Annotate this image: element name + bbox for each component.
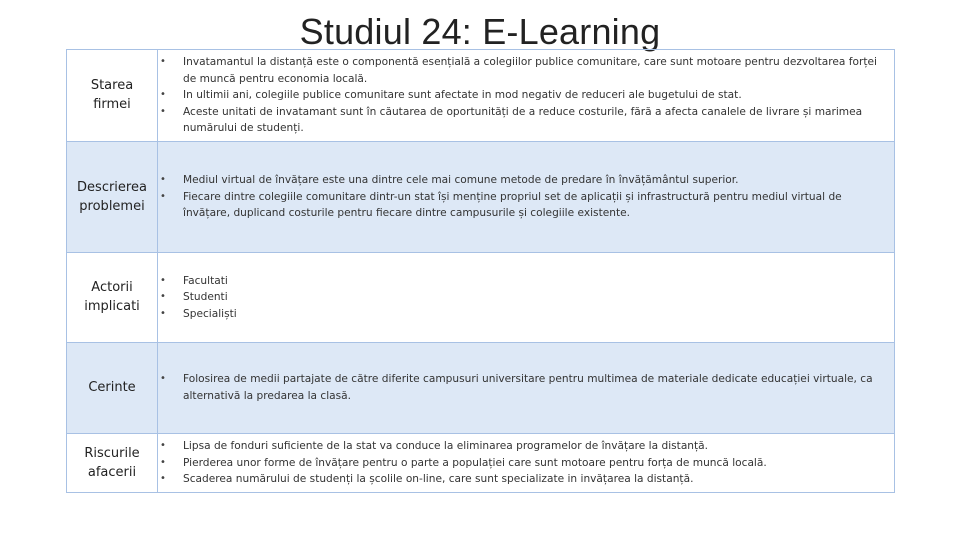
row-riscurile-afacerii [67,433,895,492]
bullet-item: • Aceste unitati de invatamant sunt în căutarea de oportunități de a reduce costurile, fără a afecta canalele de livrare și marimea numărului de studenți. [158,104,890,137]
row-label-line: implicati [84,299,140,315]
bullet-item: • Fiecare dintre colegiile comunitare dintr-un stat își menține propriul set de aplicații și infrastructură pentru mediul virtual de învățare, duplicand costurile pentru fiecare dintre campusurile și colegiile existente. [158,189,890,222]
row-content [158,342,895,433]
row-cerinte [67,342,895,433]
bullet-list [158,269,894,327]
row-label-line: Cerinte [88,380,136,396]
bullet-list [158,50,894,141]
row-label-line: Riscurile [84,445,140,461]
row-label [67,141,158,252]
bullet-list [158,434,894,492]
bullet-list [158,168,894,226]
row-label-line: problemei [79,198,145,214]
row-content [158,252,895,342]
row-starea-firmei [67,50,895,142]
bullet-item: • Studenti [158,289,890,306]
row-label-line: Actorii [91,280,133,296]
row-label [67,433,158,492]
bullet-item: • Pierderea unor forme de învățare pentru o parte a populației care sunt motoare pentru forța de muncă locală. [158,455,890,472]
row-label-line: Starea [90,78,134,94]
bullet-item: • Lipsa de fonduri suficiente de la stat va conduce la eliminarea programelor de învățare la distanță. [158,438,890,455]
row-label-line: afacerii [87,464,137,480]
bullet-item: • Specialiști [158,306,890,323]
row-label [67,342,158,433]
row-label-line: firmei [93,97,131,113]
row-label [67,50,158,142]
row-descrierea-problemei [67,141,895,252]
bullet-item: • In ultimii ani, colegiile publice comunitare sunt afectate in mod negativ de reduceri ale bugetului de stat. [158,87,890,104]
page-title: Studiul 24: E-Learning [299,11,661,52]
bullet-list [158,367,894,408]
bullet-item: • Scaderea numărului de studenți la școlile on-line, care sunt specializate in invățarea la distanță. [158,471,890,488]
bullet-item: • Invatamantul la distanță este o componentă esențială a colegiilor publice comunitare, care sunt motoare pentru dezvoltarea forței de muncă pentru economia locală. [158,54,890,87]
row-label-line: Descrierea [77,179,147,195]
bullet-item: • Facultati [158,273,890,290]
row-content [158,50,895,142]
row-actorii-implicati [67,252,895,342]
row-content [158,141,895,252]
row-content [158,433,895,492]
bullet-item: • Mediul virtual de învățare este una dintre cele mai comune metode de predare în învățământul superior. [158,172,890,189]
case-study-table [66,49,895,493]
bullet-item: • Folosirea de medii partajate de către diferite campusuri universitare pentru multimea de materiale dedicate educației virtuale, ca alternativă la predarea la clasă. [158,371,890,404]
row-label [67,252,158,342]
